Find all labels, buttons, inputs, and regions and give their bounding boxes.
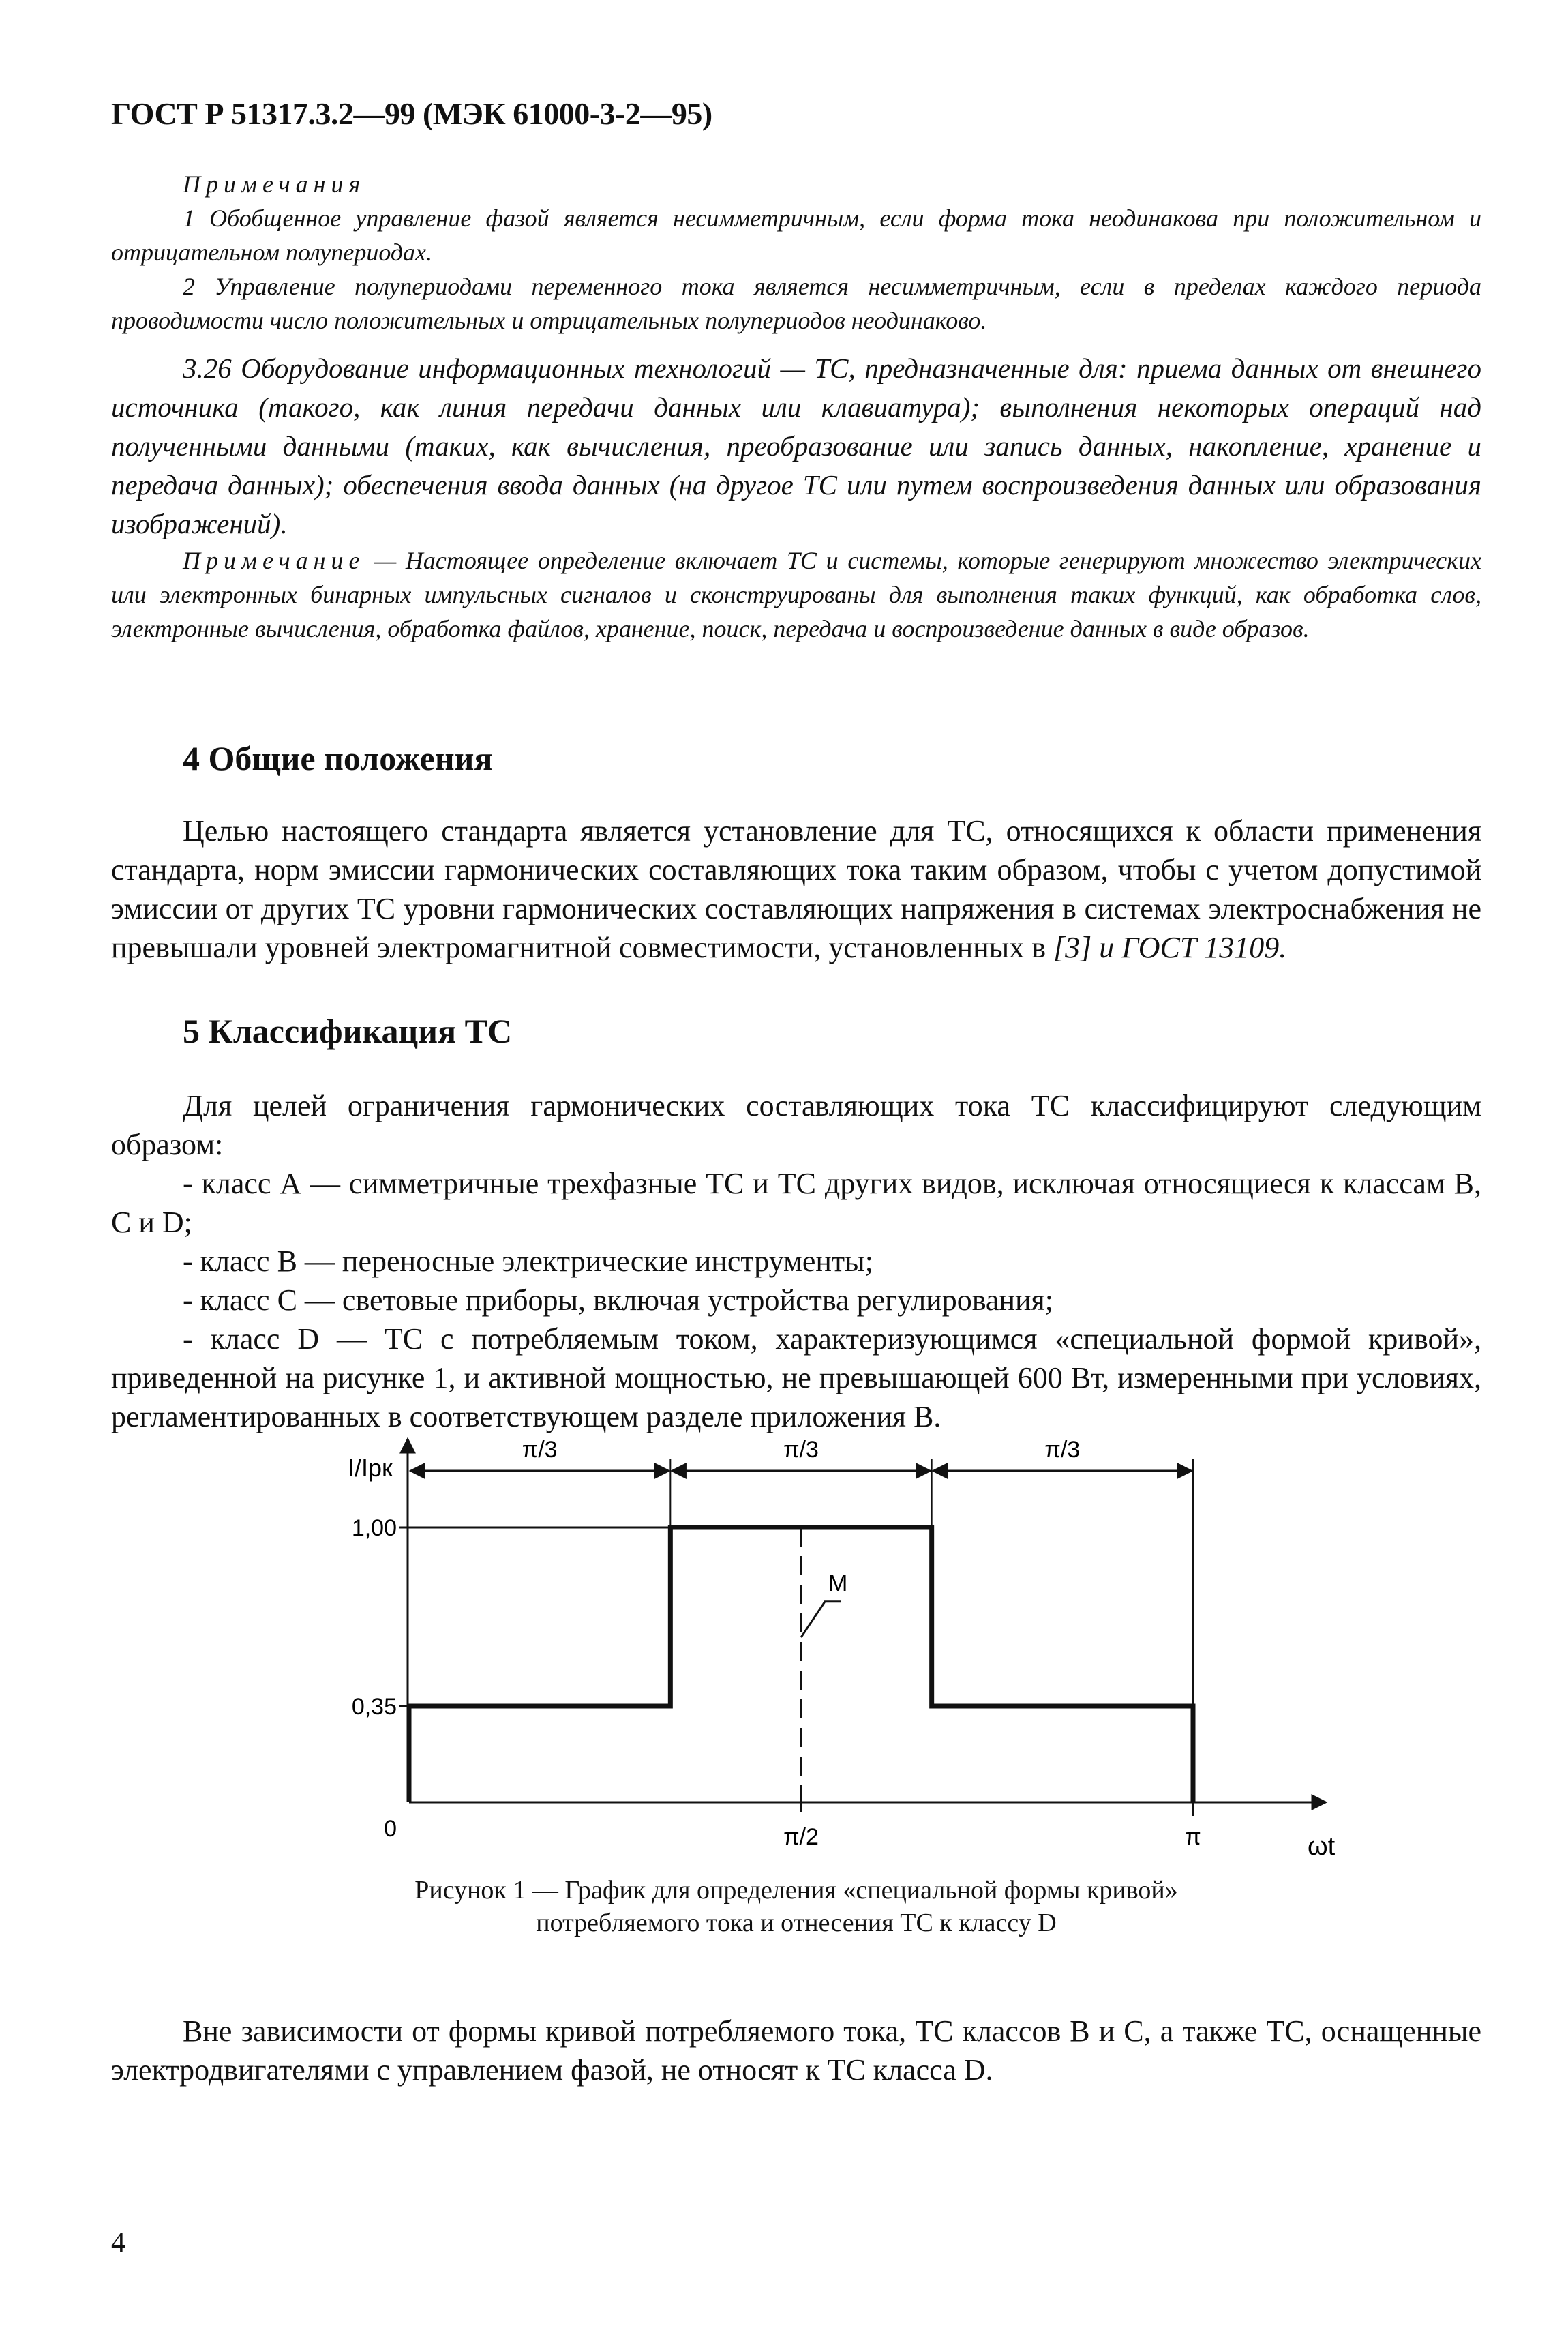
section-5-intro: Для целей ограничения гармонических составляющих тока ТС классифицируют следующим образом: xyxy=(111,1089,1481,1161)
definition-text: 3.26 Оборудование информационных технологий — ТС, предназначенные для: приема данных от внешнего источника (такого, как линия передачи данных или клавиатура); выполнения некоторых операций над полученными данными (таких, как вычисления, преобразование или запись данных, накопление, хранение и передача данных); обеспечения ввода данных (на другое ТС или путем воспроизведения данных или образования изображений). xyxy=(111,353,1481,539)
section-4-heading: 4 Общие положения xyxy=(183,739,493,777)
document-header: ГОСТ Р 51317.3.2—99 (МЭК 61000-3-2—95) xyxy=(111,96,712,131)
interval-label: π/3 xyxy=(1044,1437,1081,1463)
x-tick-label: π/2 xyxy=(783,1824,819,1850)
notes-block xyxy=(111,167,1481,338)
definition-note xyxy=(111,543,1481,646)
note-item: 1 Обобщенное управление фазой является несимметричным, если форма тока неодинакова при положительном и отрицательном полупериодах. xyxy=(111,205,1481,266)
class-item: - класс А — симметричные трехфазные ТС и ТС других видов, исключая относящиеся к классам В, С и D; xyxy=(111,1167,1481,1239)
interval-label: π/3 xyxy=(522,1437,558,1463)
annotation-label: M xyxy=(828,1570,848,1596)
caption-line-2: потребляемого тока и отнесения ТС к классу D xyxy=(536,1909,1057,1937)
closing-text: Вне зависимости от формы кривой потребляемого тока, ТС классов В и С, а также ТС, оснащенные электродвигателями с управлением фазой, не относят к ТС класса D. xyxy=(111,2014,1481,2087)
note-text: — Настоящее определение включает ТС и системы, которые генерируют множество электрических или электронных бинарных импульсных сигналов и сконструированы для выполнения таких функций, как обработка слов, электронные вычисления, обработка файлов, хранение, поиск, передача и воспроизведение данных в виде образов. xyxy=(111,547,1481,642)
figure-caption xyxy=(111,1874,1481,1939)
y-tick-label: 1,00 xyxy=(351,1515,397,1541)
section-4-reference: [3] и ГОСТ 13109. xyxy=(1053,931,1287,964)
x-tick-label: π xyxy=(1185,1824,1201,1850)
y-tick-label: 0,35 xyxy=(351,1693,397,1720)
page-number: 4 xyxy=(111,2227,125,2258)
interval-label: π/3 xyxy=(783,1437,819,1463)
section-5-heading: 5 Классификация ТС xyxy=(183,1012,513,1050)
note-item: 2 Управление полупериодами переменного тока является несимметричным, если в пределах каждого периода проводимости число положительных и отрицательных полупериодов неодинаково. xyxy=(111,273,1481,334)
class-item: - класс В — переносные электрические инструменты; xyxy=(183,1244,873,1278)
class-item: - класс С — световые приборы, включая устройства регулирования; xyxy=(183,1283,1054,1317)
definition-3-26 xyxy=(111,349,1481,543)
annotation-leader xyxy=(801,1602,841,1637)
y-axis-label xyxy=(348,1454,393,1482)
caption-line-1: Рисунок 1 — График для определения «специальной формы кривой» xyxy=(414,1876,1178,1905)
y-tick-label: 0 xyxy=(384,1816,397,1842)
section-5-body xyxy=(111,1086,1481,1436)
closing-paragraph xyxy=(111,2012,1481,2089)
section-4-text: Целью настоящего стандарта является установление для ТС, относящихся к области применения стандарта, норм эмиссии гармонических составляющих тока таким образом, чтобы с учетом допустимой эмиссии от других ТС уровни гармонических составляющих напряжения в системах электроснабжения не превышали уровней электромагнитной совместимости, установленных в xyxy=(111,814,1481,964)
note-label: Примечание xyxy=(183,547,365,574)
x-axis-label: ωt xyxy=(1308,1832,1336,1861)
y-axis-label-text: I/Iрк xyxy=(348,1454,393,1482)
class-item: - класс D — ТС с потребляемым током, характеризующимся «специальной формой кривой», приведенной на рисунке 1, и активной мощностью, не превышающей 600 Вт, измеренными при условиях, регламентированных в соответствующем разделе приложения В. xyxy=(111,1322,1481,1433)
notes-heading: Примечания xyxy=(183,170,366,198)
section-4-body xyxy=(111,811,1481,967)
figure-1-chart xyxy=(0,1398,1568,1875)
